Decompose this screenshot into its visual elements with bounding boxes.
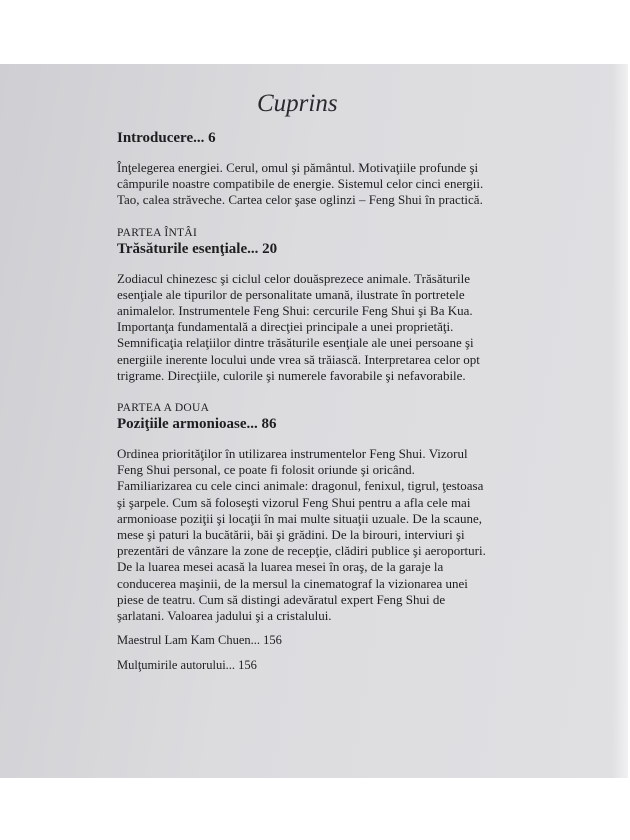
page-title: Cuprins: [257, 90, 338, 117]
master-entry: Maestrul Lam Kam Chuen... 156: [117, 633, 282, 648]
intro-heading: Introducere... 6: [117, 130, 216, 146]
part2-heading: Poziţiile armonioase... 86: [117, 416, 277, 433]
table-of-contents: [117, 64, 487, 673]
part2-summary: Ordinea priorităţilor în utilizarea instrumentelor Feng Shui. Vizorul Feng Shui personal, ce poate fi folosit oriunde şi oricând. Familiarizarea cu cele cinci animale: dragonul, fenixul, tigrul, ţestoasa şi şarpele. Cum să foloseşti vizorul Feng Shui pentru a afla cele mai armonioase poziţii şi locaţii în mai multe situaţii uzuale. De la scaune, mese şi paturi la bucătării, băi şi grădini. De la birouri, interviuri şi prezentări de vânzare la zone de recepţie, clădiri publice şi aeroporturi. De la luarea mesei acasă la luarea mesei în oraş, de la garaje la conducerea maşinii, de la mersul la cinematograf la vizionarea unei piese de teatru. Cum să distingi adevăratul expert Feng Shui de şarlatani. Valoarea jadului şi a cristalului.: [117, 446, 486, 624]
book-page: [0, 64, 628, 778]
part1-summary: Zodiacul chinezesc şi ciclul celor douăsprezece animale. Trăsăturile esenţiale ale tipurilor de personalitate umană, ilustrate în portretele animalelor. Instrumentele Feng Shui: cercurile Feng Shui şi Ba Kua. Importanţa fundamentală a direcţiei principale a unei proprietăţi. Semnificaţia relaţiilor dintre trăsăturile esenţiale ale unei persoane şi energiile inerente locului unde vrea să trăiască. Interpretarea celor opt trigrame. Direcţiile, culorile şi numerele favorabile şi nefavorabile.: [117, 270, 480, 383]
thanks-entry: Mulţumirile autorului... 156: [117, 658, 257, 673]
page-edge-highlight: [612, 64, 628, 778]
part1-label: PARTEA ÎNTÂI: [117, 226, 198, 239]
part1-heading: Trăsăturile esenţiale... 20: [117, 240, 278, 257]
intro-summary: Înţelegerea energiei. Cerul, omul şi pământul. Motivaţiile profunde şi câmpurile noastre compatibile de energie. Sistemul celor cinci energii. Tao, calea străveche. Cartea celor şase oglinzi – Feng Shui în practică.: [117, 160, 484, 208]
part2-label: PARTEA A DOUA: [117, 402, 210, 415]
